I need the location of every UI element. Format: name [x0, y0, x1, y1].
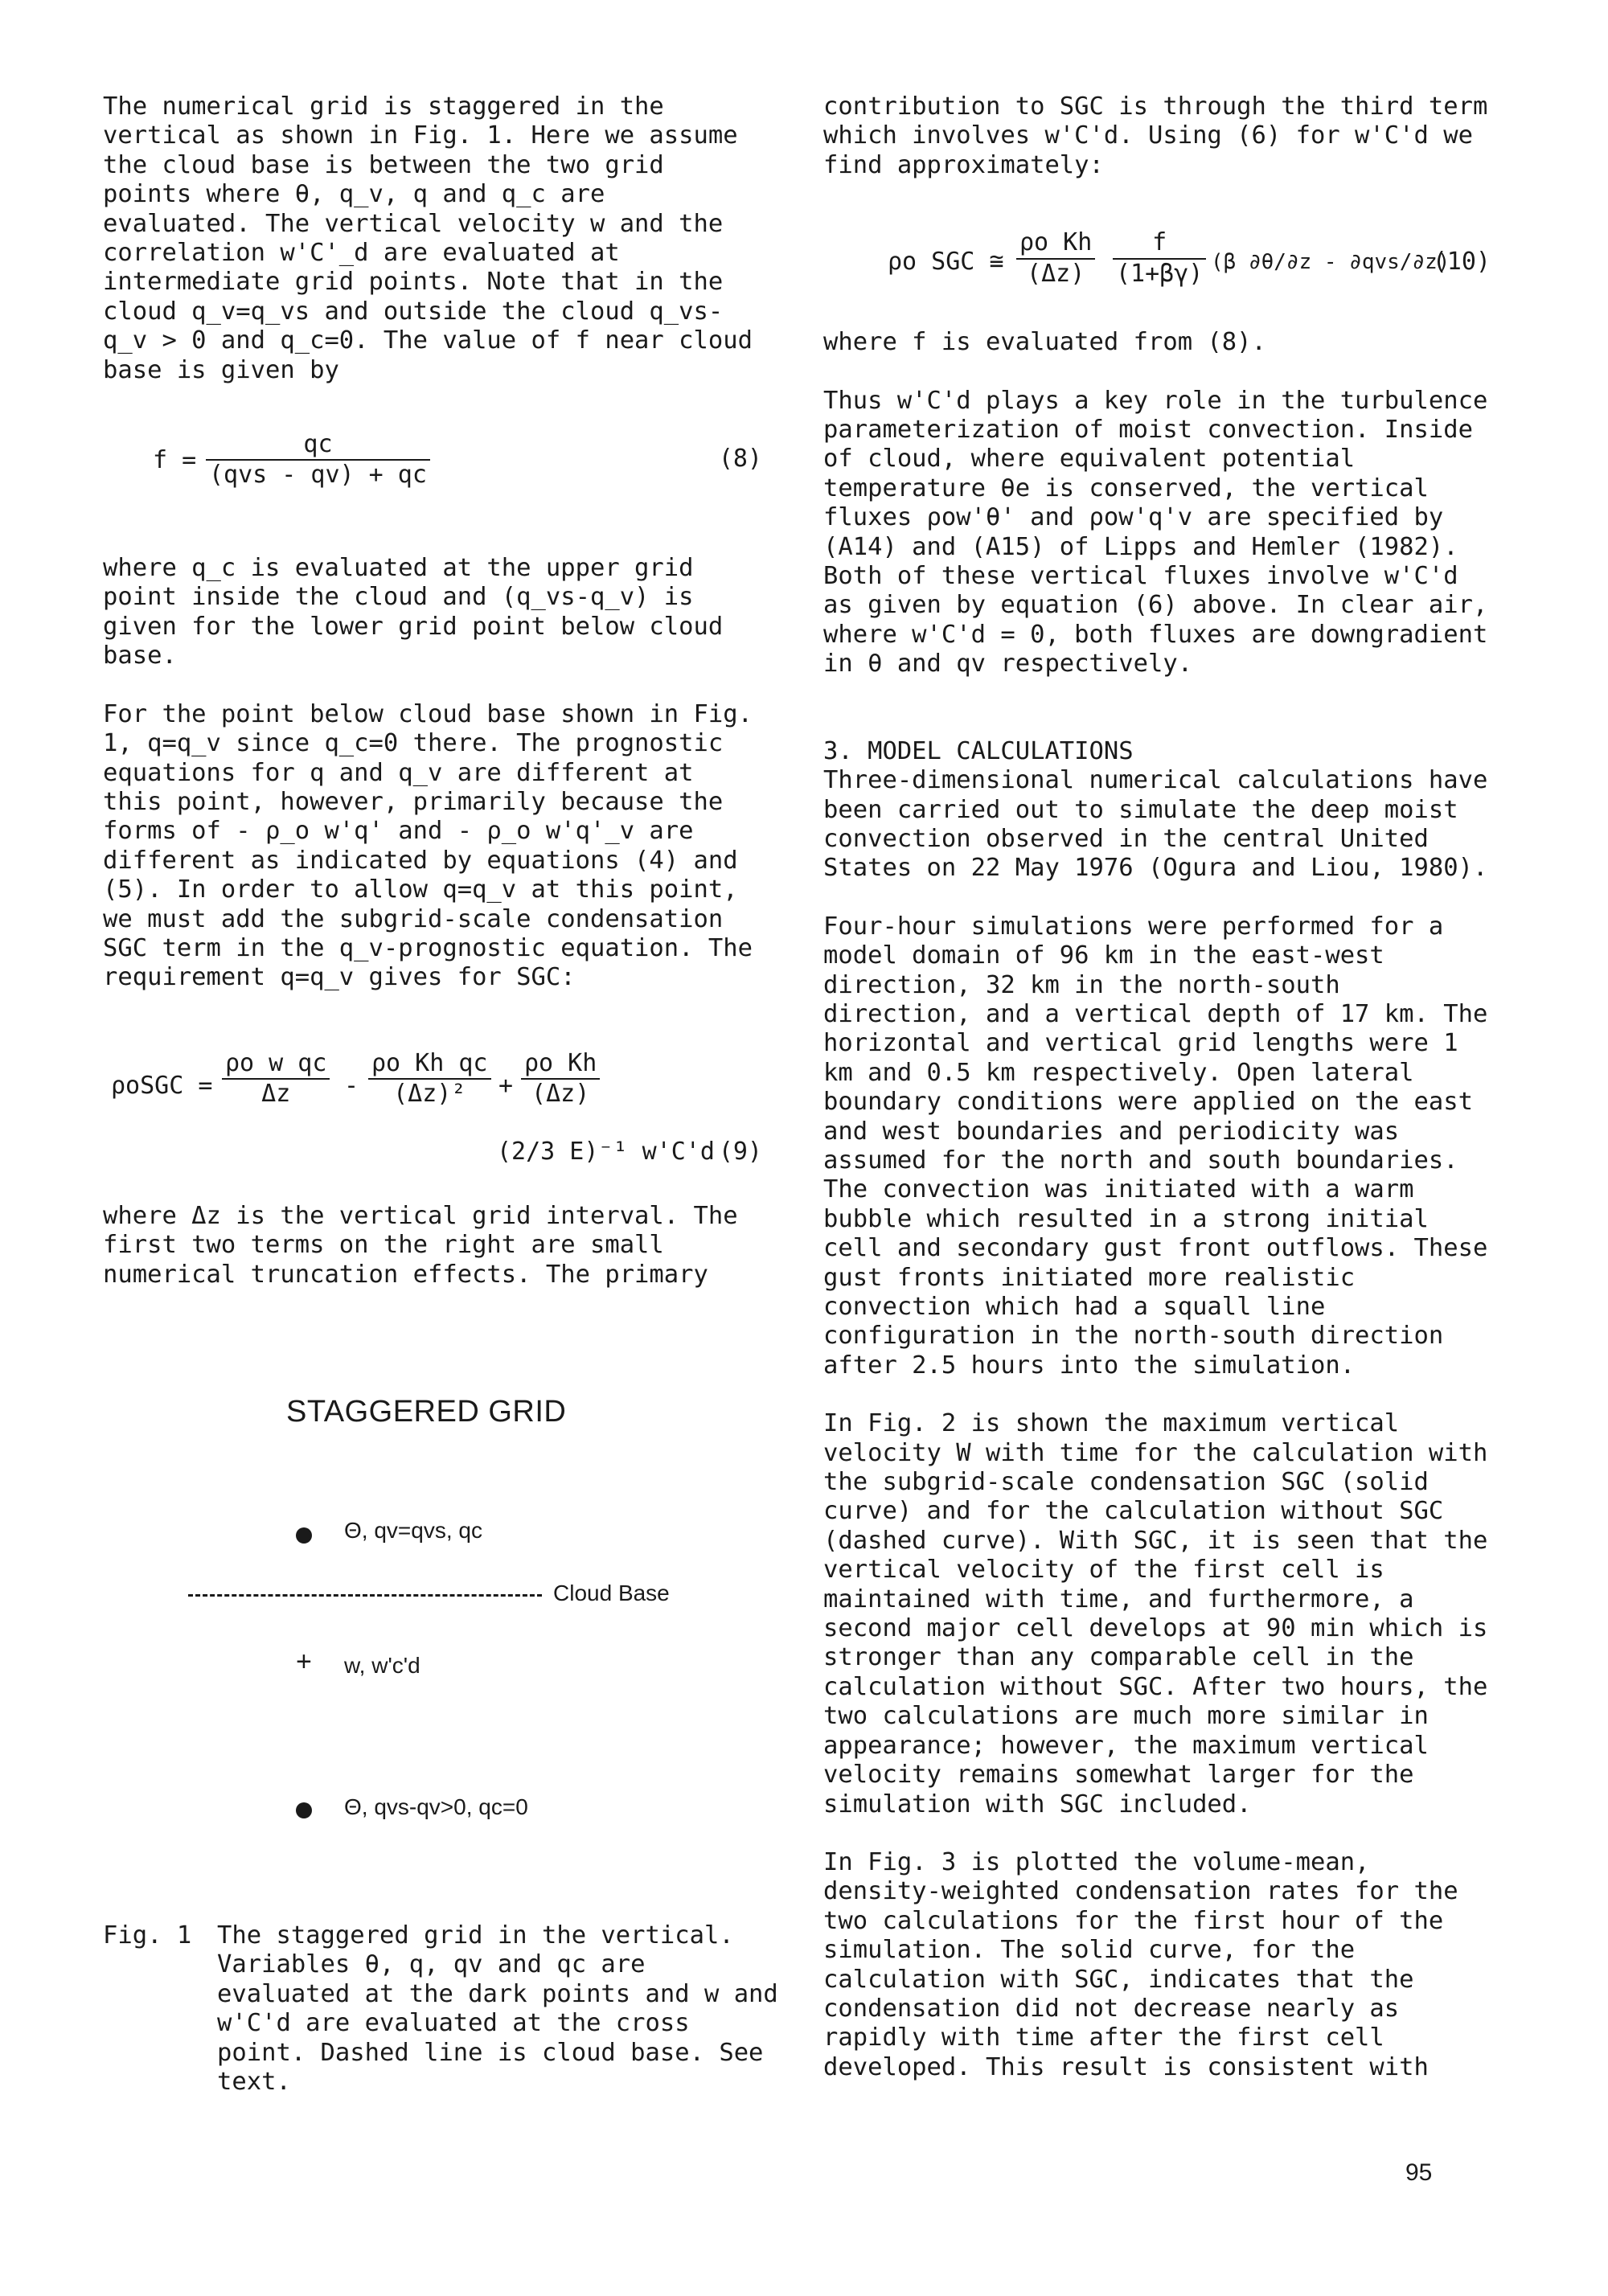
eq10-parenthesis: (β ∂θ/∂z - ∂qvs/∂z)	[1211, 250, 1450, 275]
left-column	[103, 92, 762, 1289]
eq8-denominator: (qvs - qv) + qc	[206, 459, 430, 490]
section-heading: 3. MODEL CALCULATIONS	[823, 736, 1134, 765]
eq9-term1-denominator: Δz	[222, 1078, 330, 1109]
paragraph-below-cloud-base: For the point below cloud base shown in Fig. 1, q=q_v since q_c=0 there. The prognostic equations for q and q_v are different at this point, however, primarily because the forms of - ρ_o w'q' and - ρ_o w'q'_v are different as indicated by equations (4) and (5). In order to allow q=q_v at this point, we must add the subgrid-scale condensation SGC term in the q_v-prognostic equation. The requirement q=q_v gives for SGC:	[103, 699, 753, 992]
eq9-number: (9)	[718, 1137, 762, 1166]
eq9-term2	[368, 1049, 491, 1109]
cross-point-plus-icon: +	[296, 1646, 312, 1677]
paragraph-sgc-contribution: contribution to SGC is through the third term which involves w'C'd. Using (6) for w'C'd we find approximately:	[823, 92, 1488, 179]
grid-point-dot-top	[296, 1527, 312, 1544]
eq9-term2-denominator: (Δz)²	[368, 1078, 491, 1109]
eq10-factor2-numerator: f	[1152, 228, 1167, 257]
paragraph-f-evaluated: where f is evaluated from (8).	[823, 328, 1266, 357]
eq8-number: (8)	[718, 445, 762, 474]
eq10-factor1-numerator: ρo Kh	[1019, 228, 1093, 257]
eq10-factor1-denominator: (Δz)	[1016, 258, 1095, 289]
caption-text: The staggered grid in the vertical. Variables θ, q, qv and qc are evaluated at the dark points and w and w'C'd are evaluated at the cross point. Dashed line is cloud base. See text.	[217, 1921, 778, 2097]
eq9-line2: (2/3 E)⁻¹ w'C'd	[497, 1137, 715, 1166]
equation-9	[103, 1049, 762, 1170]
caption-label: Fig. 1	[103, 1921, 192, 1950]
paragraph-delta-z: where Δz is the vertical grid interval. The first two terms on the right are small numerical truncation effects. The primary	[103, 1201, 738, 1289]
eq9-term1	[222, 1049, 330, 1109]
eq9-term3	[521, 1049, 600, 1109]
right-column	[823, 92, 1491, 2082]
eq10-factor2	[1113, 228, 1206, 289]
figure-staggered-grid	[103, 1391, 762, 1841]
eq10-factor1	[1016, 228, 1095, 289]
eq9-term3-numerator: ρo Kh	[524, 1048, 597, 1077]
eq9-term1-numerator: ρo w qc	[225, 1048, 327, 1077]
equation-8	[103, 430, 762, 490]
paragraph-grid-description: The numerical grid is staggered in the vertical as shown in Fig. 1. Here we assume the cloud base is between the two grid points where θ, q_v, q and q_c are evaluated. The vertical velocity w and the correlation w'C'_d are evaluated at intermediate grid points. Note that in the cloud q_v=q_vs and outside the cloud q_vs-q_v > 0 and q_c=0. The value of f near cloud base is given by	[103, 92, 753, 384]
paragraph-model-domain: Four-hour simulations were performed for a model domain of 96 km in the east-west direction, 32 km in the north-south direction, and a vertical depth of 17 km. The horizontal and vertical grid lengths were 1 km and 0.5 km respectively. Open lateral boundary conditions were applied on the east and west boundaries and periodicity was assumed for the north and south boundaries. The convection was initiated with a warm bubble which resulted in a strong initial cell and secondary gust front outflows. These gust fronts initiated more realistic convection which had a squall line configuration in the north-south direction after 2.5 hours into the simulation.	[823, 912, 1488, 1380]
eq10-number: (10)	[1432, 248, 1491, 277]
equation-10	[823, 228, 1491, 293]
eq9-lhs: ρoSGC =	[111, 1071, 213, 1100]
paragraph-fig3-description: In Fig. 3 is plotted the volume-mean, density-weighted condensation rates for the two calculations for the first hour of the simulation. The solid curve, for the calculation with SGC, indicates that the condensation did not decrease nearly as rapidly with time after the first cell developed. This result is consistent with	[823, 1847, 1458, 2081]
paragraph-fig2-description: In Fig. 2 is shown the maximum vertical velocity W with time for the calculation with the subgrid-scale condensation SGC (solid curve) and for the calculation without SGC (dashed curve). With SGC, it is seen that the vertical velocity of the first cell is maintained with time, and furthermore, a second major cell develops at 90 min which is stronger than any comparable cell in the calculation without SGC. After two hours, the two calculations are much more similar in appearance; however, the maximum vertical velocity remains somewhat larger for the simulation with SGC included.	[823, 1409, 1488, 1818]
eq8-numerator: qc	[303, 430, 333, 459]
eq10-lhs: ρo SGC ≅	[888, 248, 1004, 277]
paragraph-simulations-intro: Three-dimensional numerical calculations have been carried out to simulate the deep moist convection observed in the central United States on 22 May 1976 (Ogura and Liou, 1980).	[823, 766, 1488, 883]
eq9-term3-denominator: (Δz)	[521, 1078, 600, 1109]
eq8-fraction	[206, 430, 430, 490]
cloud-base-dashed-line	[188, 1594, 542, 1597]
figure-title: STAGGERED GRID	[286, 1395, 567, 1429]
top-point-label: Θ, qv=qvs, qc	[344, 1518, 482, 1543]
paragraph-key-role: Thus w'C'd plays a key role in the turbulence parameterization of moist convection. Inside of cloud, where equivalent potential temperature θe is conserved, the vertical fluxes ρow'θ' and ρow'q'v are specified by (A14) and (A15) of Lipps and Hemler (1982). Both of these vertical fluxes involve w'C'd as given by equation (6) above. In clear air, where w'C'd = 0, both fluxes are downgradient in θ and qv respectively.	[823, 386, 1488, 679]
eq9-term2-numerator: ρo Kh qc	[371, 1048, 488, 1077]
eq8-lhs: f =	[153, 446, 197, 475]
eq9-minus: -	[344, 1071, 359, 1100]
grid-point-dot-bottom	[296, 1802, 312, 1818]
eq9-plus: +	[498, 1071, 514, 1100]
paragraph-qc-evaluation: where q_c is evaluated at the upper grid point inside the cloud and (q_vs-q_v) is given for the lower grid point below cloud base.	[103, 554, 724, 670]
bottom-point-label: Θ, qvs-qv>0, qc=0	[344, 1794, 528, 1819]
page-number: 95	[1405, 2159, 1433, 2186]
eq10-factor2-denominator: (1+βγ)	[1113, 258, 1206, 289]
mid-point-label: w, w'c'd	[344, 1653, 420, 1678]
cloud-base-label: Cloud Base	[553, 1581, 670, 1605]
